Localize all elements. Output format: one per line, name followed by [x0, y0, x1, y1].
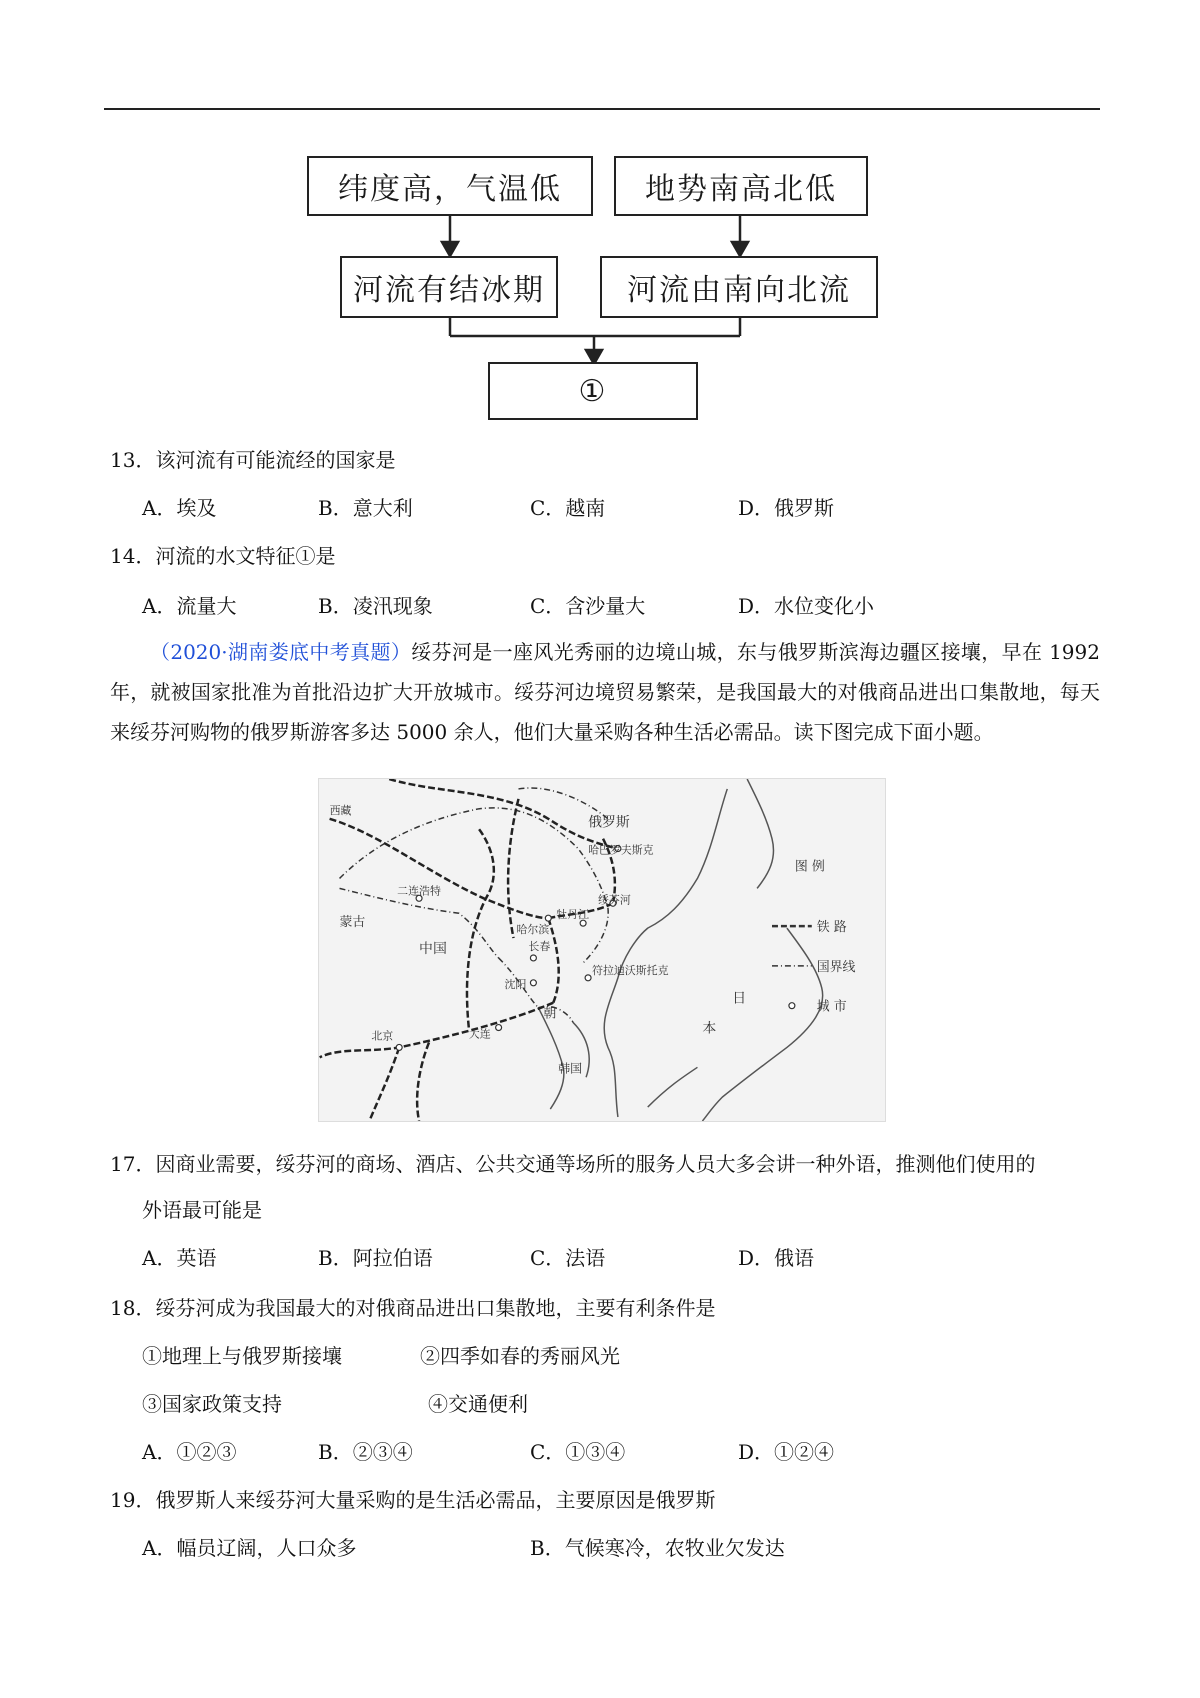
map-legend [772, 859, 856, 1014]
map-label-erenhot: 二连浩特 [397, 884, 441, 898]
question-17-line2: 外语最可能是 [142, 1198, 262, 1222]
legend-title: 图 例 [794, 859, 825, 875]
map-label-suifenhe: 绥芬河 [598, 893, 631, 907]
map-graphic [319, 779, 885, 1121]
map-label-japan-2: 本 [702, 1020, 717, 1037]
legend-border: 国界线 [816, 959, 856, 975]
map-label-changchun: 长春 [528, 940, 551, 953]
q19-option-a: A．幅员辽阔，人口众多 [142, 1536, 357, 1560]
question-18: 18．绥芬河成为我国最大的对俄商品进出口集散地，主要有利条件是 [110, 1296, 716, 1320]
question-13: 13．该河流有可能流经的国家是 [110, 448, 396, 472]
northeast-asia-map [318, 778, 886, 1122]
q18-item-2: ②四季如春的秀丽风光 [420, 1344, 620, 1368]
q14-option-d: D．水位变化小 [738, 594, 875, 618]
map-label-mongolia: 蒙古 [339, 915, 366, 931]
q18-item-1: ①地理上与俄罗斯接壤 [142, 1344, 342, 1368]
map-label-mudanjiang: 牡丹江 [556, 908, 590, 922]
map-label-japan-1: 日 [732, 990, 747, 1007]
flow-box-latitude: 纬度高，气温低 [307, 156, 593, 216]
passage-body: 绥芬河是一座风光秀丽的边境山城，东与俄罗斯滨海边疆区接壤，早在 1992 年，就被国家批准为首批沿边扩大开放城市。绥芬河边境贸易繁荣，是我国最大的对俄商品进出口集散地，每天来绥芬河购物的俄罗斯游客多达 5000 余人，他们大量采购各种生活必需品。读下图完成下面小题。 [110, 640, 1100, 744]
reading-passage [110, 632, 1100, 752]
q13-option-a: A．埃及 [142, 496, 217, 520]
flow-box-answer: ① [488, 362, 698, 420]
legend-railway: 铁 路 [816, 920, 847, 936]
map-label-shenyang: 沈阳 [504, 977, 527, 991]
map-label-russia: 俄罗斯 [588, 814, 630, 831]
q17-option-b: B．阿拉伯语 [318, 1246, 433, 1270]
q17-option-a: A．英语 [142, 1246, 217, 1270]
q14-option-a: A．流量大 [142, 594, 237, 618]
q18-option-a: A．①②③ [142, 1440, 237, 1464]
flow-box-flow-direction: 河流由南向北流 [600, 256, 878, 318]
q18-option-c: C．①③④ [530, 1440, 626, 1464]
map-label-dalian: 大连 [468, 1027, 491, 1041]
question-17: 17．因商业需要，绥芬河的商场、酒店、公共交通等场所的服务人员大多会讲一种外语，推测他们使用的 [110, 1152, 1036, 1176]
flowchart [0, 0, 1200, 430]
map-label-khabarovsk: 哈巴罗夫斯克 [588, 843, 654, 857]
map-label-beijing: 北京 [371, 1029, 394, 1043]
question-14: 14．河流的水文特征①是 [110, 544, 336, 568]
map-label-korea-north: 朝 [543, 1006, 557, 1022]
q13-option-c: C．越南 [530, 496, 606, 520]
flow-box-terrain: 地势南高北低 [614, 156, 868, 216]
q18-item-3: ③国家政策支持 [142, 1392, 282, 1416]
q14-option-b: B．凌汛现象 [318, 594, 433, 618]
q14-option-c: C．含沙量大 [530, 594, 646, 618]
legend-city: 城 市 [816, 999, 847, 1015]
map-label-harbin: 哈尔滨 [516, 923, 550, 937]
map-label-vladivostok: 符拉迪沃斯托克 [592, 963, 669, 977]
q13-option-b: B．意大利 [318, 496, 413, 520]
q18-item-4: ④交通便利 [428, 1392, 528, 1416]
q17-option-c: C．法语 [530, 1246, 606, 1270]
q18-option-d: D．①②④ [738, 1440, 835, 1464]
map-label-xi: 西藏 [329, 803, 352, 817]
flow-box-freezing: 河流有结冰期 [340, 256, 558, 318]
q18-option-b: B．②③④ [318, 1440, 413, 1464]
q19-option-b: B．气候寒冷，农牧业欠发达 [530, 1536, 785, 1560]
map-label-korea-south: 韩国 [558, 1061, 583, 1076]
q17-option-d: D．俄语 [738, 1246, 815, 1270]
map-label-china: 中国 [419, 940, 447, 957]
passage-source: （2020·湖南娄底中考真题） [150, 640, 412, 664]
question-19: 19．俄罗斯人来绥芬河大量采购的是生活必需品，主要原因是俄罗斯 [110, 1488, 716, 1512]
q13-option-d: D．俄罗斯 [738, 496, 835, 520]
